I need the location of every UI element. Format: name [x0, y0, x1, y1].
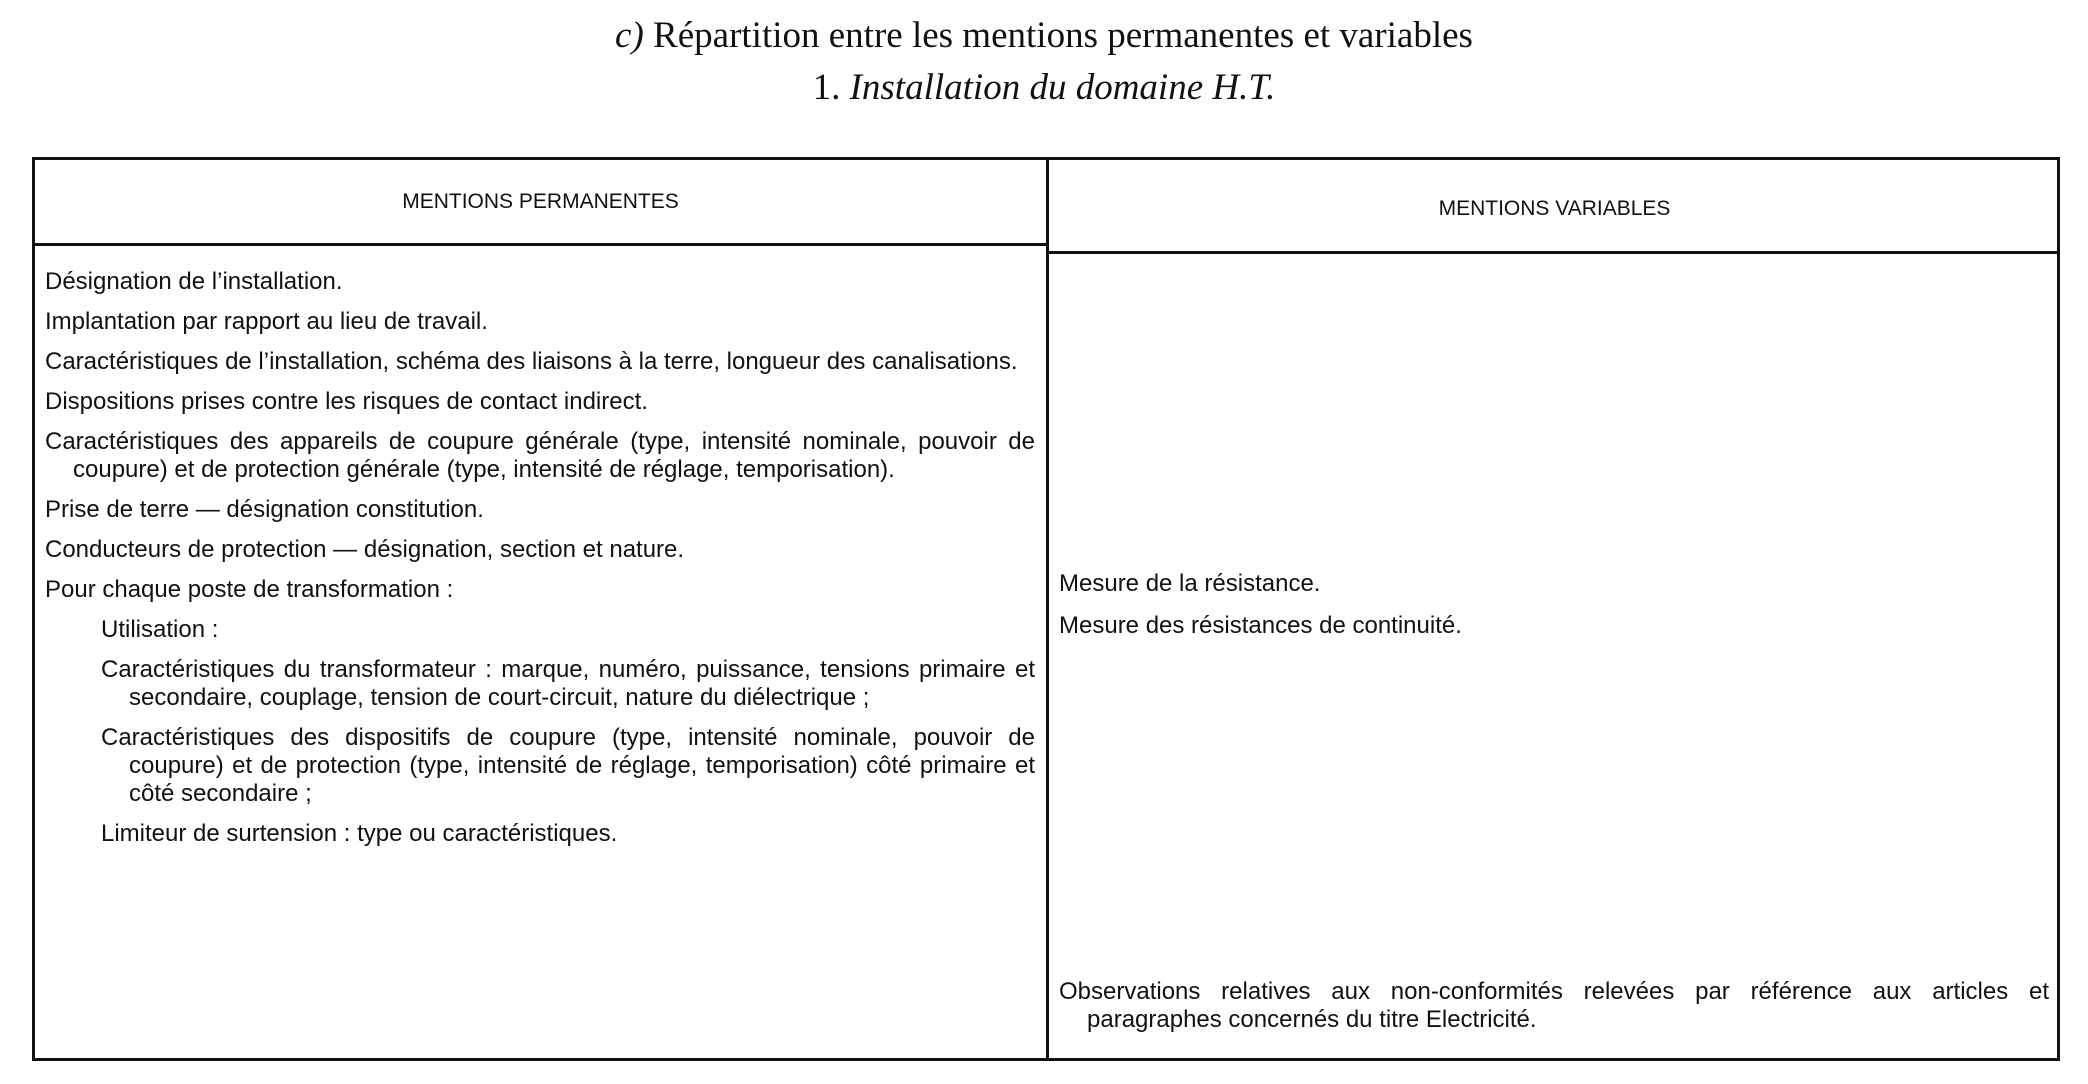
variable-item-resistance: Mesure de la résistance.: [1059, 570, 1321, 597]
permanent-subitem-utilisation: Utilisation :: [101, 616, 219, 643]
section-title: Répartition entre les mentions permanentes et variables: [643, 15, 1473, 56]
permanent-item-poste-transformation: Pour chaque poste de transformation :: [45, 576, 454, 603]
permanent-item-prise-terre: Prise de terre — désignation constitution.: [45, 496, 484, 523]
subsection-heading: [0, 66, 2088, 110]
column-header-permanent: MENTIONS PERMANENTES: [402, 190, 679, 213]
permanent-item-designation: Désignation de l’installation.: [45, 268, 343, 295]
column-header-variable: MENTIONS VARIABLES: [1438, 197, 1671, 220]
permanent-mentions-list: [45, 268, 1035, 860]
column-divider: [1046, 160, 1049, 1058]
permanent-item-caracteristiques: Caractéristiques de l’installation, schéma des liaisons à la terre, longueur des canalisations.: [45, 348, 1018, 375]
variable-item-continuite: Mesure des résistances de continuité.: [1059, 612, 1462, 639]
section-heading: [0, 14, 2088, 58]
permanent-subitem-transformateur: Caractéristiques du transformateur : marque, numéro, puissance, tensions primaire et secondaire, couplage, tension de court-circuit, nature du diélectrique ;: [101, 656, 1035, 711]
permanent-item-dispositions: Dispositions prises contre les risques de contact indirect.: [45, 388, 648, 415]
permanent-item-appareils-coupure: Caractéristiques des appareils de coupure générale (type, intensité nominale, pouvoir de coupure) et de protection générale (type, intensité de réglage, temporisation).: [45, 428, 1035, 483]
subsection-number: 1.: [812, 67, 850, 108]
variable-item-observations: Observations relatives aux non-conformités relevées par référence aux articles et paragraphes concernés du titre Electricité.: [1059, 978, 2049, 1033]
permanent-item-implantation: Implantation par rapport au lieu de travail.: [45, 308, 488, 335]
subsection-title: Installation du domaine H.T.: [849, 67, 1276, 108]
header-rule-right: [1047, 251, 2060, 254]
mentions-table: [32, 157, 2060, 1061]
permanent-subitem-dispositifs-coupure: Caractéristiques des dispositifs de coupure (type, intensité nominale, pouvoir de coupure) et de protection (type, intensité de réglage, temporisation) côté primaire et côté secondaire ;: [101, 724, 1035, 807]
permanent-item-conducteurs: Conducteurs de protection — désignation, section et nature.: [45, 536, 685, 563]
section-letter: c): [615, 15, 644, 56]
header-rule-left: [35, 243, 1047, 246]
permanent-subitem-limiteur: Limiteur de surtension : type ou caractéristiques.: [101, 820, 618, 847]
